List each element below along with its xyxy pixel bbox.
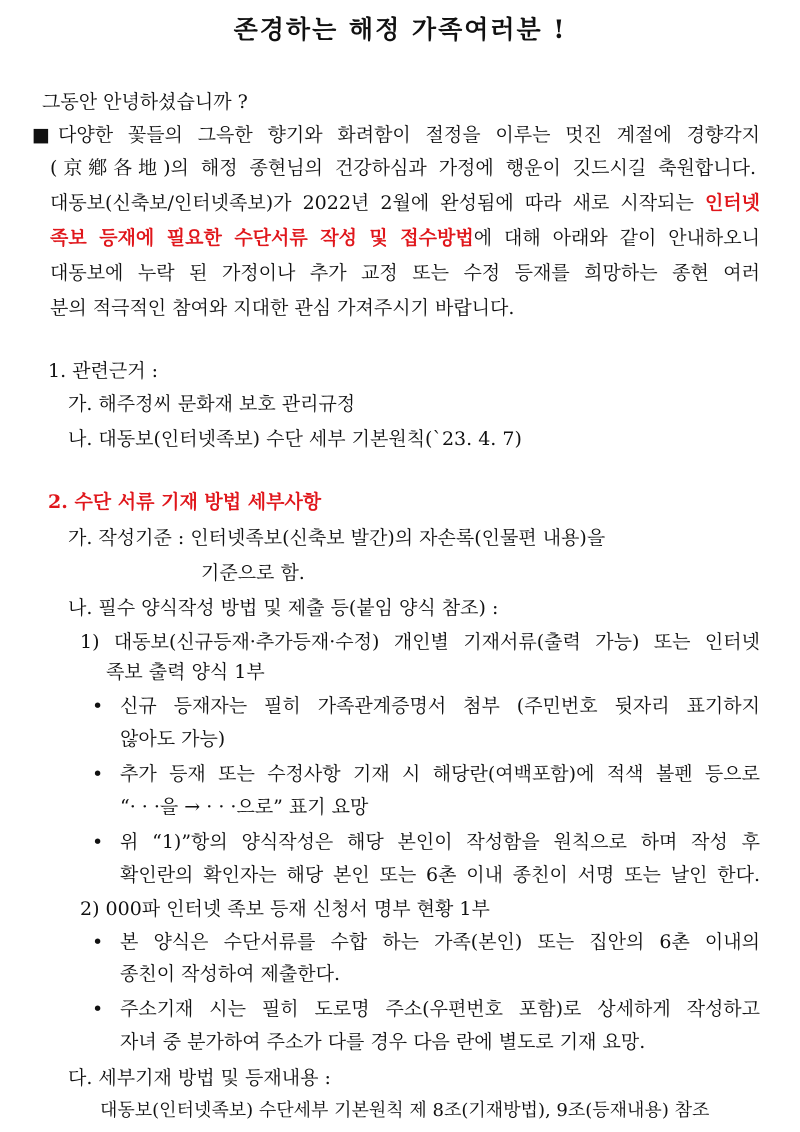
intro-line-2: (京鄕各地)의 해정 종현님의 건강하심과 가정에 행운이 깃드시길 축원합니다. [50, 157, 756, 179]
bullet-dot: • [92, 831, 104, 853]
intro-line-1: 다양한 꽃들의 그윽한 향기와 화려함이 절정을 이루는 멋진 계절에 경향각지 [58, 124, 760, 146]
bullet5-line-2: 자녀 중 분가하여 주소가 다를 경우 다음 란에 별도로 기재 요망. [120, 1031, 646, 1053]
bullet-dot: • [92, 931, 104, 953]
bullet2-line-2: “· · ·을 → · · ·으로” 표기 요망 [120, 796, 369, 818]
section2-heading: 2. 수단 서류 기재 방법 세부사항 [48, 491, 322, 513]
bullet-dot: • [92, 763, 104, 785]
greeting: 그동안 안녕하셨습니까 ? [42, 91, 248, 113]
intro-line-4 [50, 226, 760, 250]
page-title: 존경하는 해정 가족여러분 ! [233, 15, 567, 44]
intro-line-5: 대동보에 누락 된 가정이나 추가 교정 또는 수정 등재를 희망하는 종현 여러 [50, 262, 760, 284]
section1-item-a: 가. 해주정씨 문화재 보호 관리규정 [68, 393, 356, 415]
section2-na: 나. 필수 양식작성 방법 및 제출 등(붙임 양식 참조) : [68, 597, 499, 619]
item1-line-2: 족보 출력 양식 1부 [106, 661, 265, 683]
section2-ga-line-2: 기준으로 함. [201, 562, 305, 584]
bullet2-line-1: 추가 등재 또는 수정사항 기재 시 해당란(여백포함)에 적색 볼펜 등으로 [120, 763, 760, 785]
intro-line-3-text: 대동보(신축보/인터넷족보)가 2022년 2월에 완성됨에 따라 새로 시작되는 [50, 192, 705, 214]
section2-da: 다. 세부기재 방법 및 등재내용 : [68, 1067, 331, 1089]
section2-da-detail: 대동보(인터넷족보) 수단세부 기본원칙 제 8조(기재방법), 9조(등재내용) 참조 [100, 1100, 710, 1121]
bullet1-line-1: 신규 등재자는 필히 가족관계증명서 첨부 (주민번호 뒷자리 표기하지 [120, 695, 760, 717]
intro-bullet: ■ [32, 124, 50, 146]
bullet3-line-2: 확인란의 확인자는 해당 본인 또는 6촌 이내 종친이 서명 또는 날인 한다. [120, 864, 760, 886]
intro-emphasis-1: 인터넷 [704, 192, 760, 214]
bullet-dot: • [92, 695, 104, 717]
intro-line-6: 분의 적극적인 참여와 지대한 관심 가져주시기 바랍니다. [50, 297, 515, 319]
bullet3-line-1: 위 “1)”항의 양식작성은 해당 본인이 작성함을 원칙으로 하며 작성 후 [120, 831, 760, 853]
bullet-dot: • [92, 998, 104, 1020]
item2: 2) 000파 인터넷 족보 등재 신청서 명부 현황 1부 [80, 898, 490, 920]
bullet4-line-1: 본 양식은 수단서류를 수합 하는 가족(본인) 또는 집안의 6촌 이내의 [120, 931, 760, 953]
section1-item-b: 나. 대동보(인터넷족보) 수단 세부 기본원칙(`23. 4. 7) [68, 428, 522, 450]
section2-ga-line-1: 가. 작성기준 : 인터넷족보(신축보 발간)의 자손록(인물편 내용)을 [68, 527, 606, 549]
bullet1-line-2: 않아도 가능) [120, 728, 226, 750]
bullet5-line-1: 주소기재 시는 필히 도로명 주소(우편번호 포함)로 상세하게 작성하고 [120, 998, 760, 1020]
intro-line-3 [50, 191, 760, 215]
bullet4-line-2: 종친이 작성하여 제출한다. [120, 963, 341, 985]
intro-line-4-text: 에 대해 아래와 같이 안내하오니 [473, 227, 760, 249]
intro-emphasis-2: 족보 등재에 필요한 수단서류 작성 및 접수방법 [50, 227, 474, 249]
item1-line-1: 1) 대동보(신규등재·추가등재·수정) 개인별 기재서류(출력 가능) 또는 인터넷 [80, 631, 760, 653]
section1-heading: 1. 관련근거 : [48, 360, 159, 382]
